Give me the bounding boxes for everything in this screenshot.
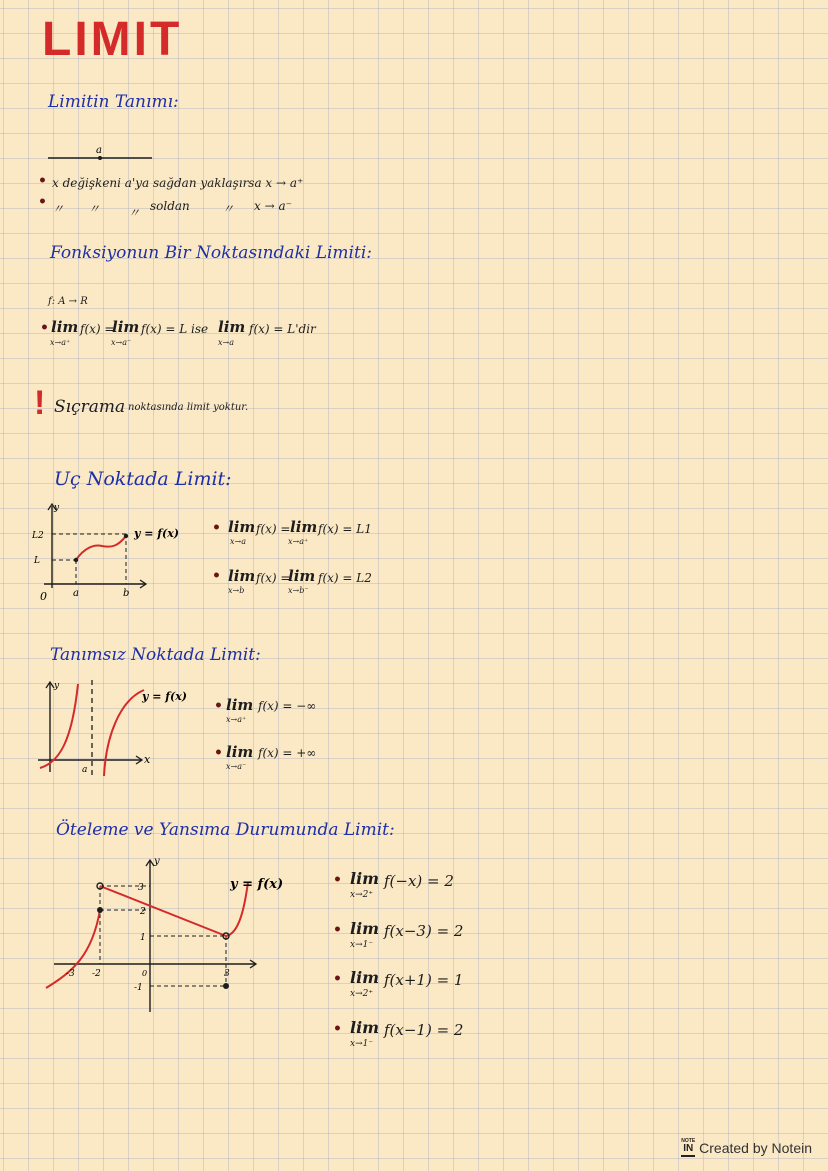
lim-subscript: x→a⁻ [226, 762, 247, 771]
origin-label: 0 [40, 590, 47, 603]
axis-label-y: y [154, 856, 160, 867]
lim-word: lim [350, 968, 380, 987]
section-heading-endpoint-limit: Uç Noktada Limit: [54, 468, 232, 490]
lim-subscript: x→a⁺ [226, 715, 247, 724]
warning-text-small: noktasında limit yoktur. [128, 402, 249, 413]
definition-word-left: soldan [150, 199, 190, 213]
warning-icon: ! [34, 384, 46, 422]
bullet: • [214, 698, 223, 714]
lim-word: lim [112, 318, 140, 336]
lim-subscript: x→a [230, 537, 246, 546]
lim-word: lim [350, 919, 380, 938]
axis-label-y: y [54, 503, 60, 513]
asymptote-graph [34, 676, 194, 786]
lim-word: lim [226, 696, 254, 714]
lim-expression: f(x−3) = 2 [384, 922, 464, 940]
number-line-label: a [96, 145, 102, 156]
lim-subscript: x→2⁺ [350, 890, 374, 900]
bullet: • [333, 971, 342, 987]
curve-label: y = f(x) [134, 527, 179, 540]
lim-word: lim [288, 567, 316, 585]
lim-expression: f(x−1) = 2 [384, 1021, 464, 1039]
bullet: • [38, 194, 47, 210]
bullet: • [40, 320, 49, 336]
lim-expression: f(x) = L2 [318, 571, 372, 585]
bullet: • [333, 872, 342, 888]
lim-expression: f(x) = L ise [141, 322, 209, 336]
lim-expression: f(x) = [256, 571, 291, 585]
lim-word: lim [350, 869, 380, 888]
warning-text-large: Sıçrama [54, 397, 126, 417]
tick-label-minus-2: -2 [92, 969, 101, 979]
lim-expression: f(x) = L1 [318, 522, 372, 536]
number-line-figure [40, 142, 160, 166]
definition-line-right: x değişkeni a'ya sağdan yaklaşırsa x → a⁺ [52, 176, 304, 190]
tick-label-2: 2 [140, 907, 146, 917]
tick-label-0: 0 [142, 969, 148, 978]
tick-label-b: b [123, 588, 130, 599]
tick-label-minus-1: -1 [134, 983, 143, 993]
page-title: LIMIT [42, 13, 183, 66]
lim-subscript: x→a⁺ [50, 338, 71, 347]
tick-label-x-3: 3 [224, 969, 230, 979]
endpoint-graph [28, 500, 188, 604]
lim-word: lim [350, 1018, 380, 1037]
tick-label-minus-3: -3 [66, 969, 75, 979]
watermark [681, 1139, 812, 1157]
lim-subscript: x→a⁺ [288, 537, 309, 546]
lim-expression: f(x) = −∞ [258, 699, 317, 713]
lim-subscript: x→1⁻ [350, 1039, 374, 1049]
logo-bottom: IN [683, 1143, 694, 1154]
definition-expr-left: x → a⁻ [254, 199, 292, 213]
lim-expression: f(x) = [80, 322, 115, 336]
lim-subscript: x→b [228, 586, 245, 595]
tick-label-1: 1 [140, 933, 146, 943]
function-definition: f: A → R [48, 296, 88, 307]
lim-word: lim [228, 518, 256, 536]
bullet: • [212, 568, 221, 584]
section-heading-point-limit: Fonksiyonun Bir Noktasındaki Limiti: [50, 243, 372, 263]
tick-label-a: a [73, 588, 79, 599]
lim-word: lim [226, 743, 254, 761]
bullet: • [214, 745, 223, 761]
logo-top: NOTE [681, 1138, 696, 1144]
section-heading-limit-definition: Limitin Tanımı: [48, 92, 179, 112]
bullet: • [212, 520, 221, 536]
curve-label: y = f(x) [230, 877, 284, 892]
ditto-mark: 〃 [128, 206, 141, 220]
lim-subscript: x→a [218, 338, 234, 347]
bullet: • [333, 1021, 342, 1037]
lim-subscript: x→b⁻ [288, 586, 309, 595]
ditto-mark: 〃 [88, 202, 101, 216]
lim-subscript: x→a⁻ [111, 338, 132, 347]
lim-expression: f(x) = L'dir [249, 322, 316, 336]
axis-label-x: x [144, 753, 151, 766]
lim-expression: f(x) = [256, 522, 291, 536]
lim-expression: f(x+1) = 1 [384, 971, 464, 989]
bullet: • [38, 173, 47, 189]
tick-label-a: a [82, 765, 88, 775]
lim-subscript: x→1⁻ [350, 940, 374, 950]
notein-logo [681, 1139, 695, 1157]
lim-expression: f(x) = +∞ [258, 746, 317, 760]
lim-word: lim [228, 567, 256, 585]
section-heading-shift-reflection-limit: Öteleme ve Yansıma Durumunda Limit: [56, 820, 395, 840]
lim-expression: f(−x) = 2 [384, 872, 454, 890]
lim-word: lim [218, 318, 246, 336]
bullet: • [333, 922, 342, 938]
axis-label-y: y [54, 681, 60, 691]
curve-label: y = f(x) [142, 690, 187, 703]
ditto-mark: 〃 [222, 202, 235, 216]
ditto-mark: 〃 [52, 202, 65, 216]
section-heading-undefined-point-limit: Tanımsız Noktada Limit: [50, 645, 261, 665]
watermark-text: Created by Notein [699, 1140, 812, 1156]
lim-word: lim [290, 518, 318, 536]
tick-label-L2: L2 [32, 531, 44, 541]
shift-reflection-graph [42, 852, 302, 1022]
lim-word: lim [51, 318, 79, 336]
tick-label-L: L [34, 556, 40, 566]
tick-label-3: 3 [138, 883, 144, 893]
lim-subscript: x→2⁺ [350, 989, 374, 999]
